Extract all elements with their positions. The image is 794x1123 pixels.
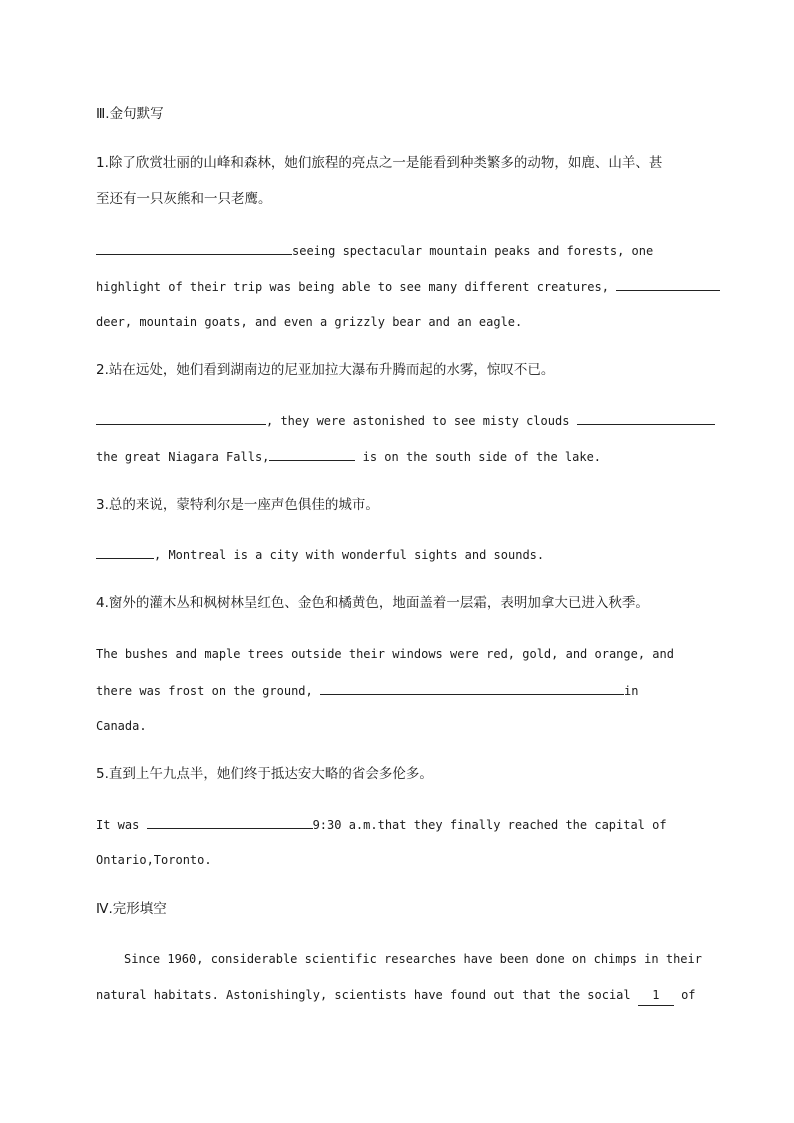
answer-blank[interactable] [320, 680, 624, 695]
item-text: 窗外的灌木丛和枫树林呈红色、金色和橘黄色，地面盖着一层霜，表明加拿大已进入秋季。 [108, 595, 649, 611]
english-text: , Montreal is a city with wonderful sights and sounds. [154, 548, 545, 562]
cloze-paragraph-line1: Since 1960, considerable scientific researches have been done on chimps in their [124, 952, 702, 966]
english-text: , they were astonished to see misty clouds [266, 414, 577, 428]
item-1-english-line2 [96, 276, 720, 297]
english-text: in [623, 684, 639, 698]
answer-blank[interactable] [96, 240, 292, 255]
item-number: 5. [96, 766, 109, 782]
item-4-english-line2 [96, 680, 638, 701]
item-2-english-line2 [96, 446, 601, 467]
item-5-english-line1 [96, 814, 667, 835]
item-2-chinese [96, 360, 554, 380]
answer-blank[interactable] [96, 544, 154, 559]
section-heading: Ⅲ.金句默写 [96, 106, 164, 122]
item-4-english-line3: Canada. [96, 719, 147, 733]
english-text: there was frost on the ground, [96, 684, 320, 698]
answer-blank[interactable] [616, 276, 720, 291]
item-number: 4. [96, 595, 109, 611]
item-3-chinese [96, 495, 379, 515]
item-1-chinese [96, 153, 662, 173]
item-4-chinese [96, 593, 649, 613]
item-2-english-line1 [96, 410, 715, 431]
answer-blank[interactable] [96, 410, 266, 425]
cloze-blank-1[interactable]: 1 [638, 985, 674, 1006]
item-1-chinese-cont: 至还有一只灰熊和一只老鹰。 [96, 191, 272, 207]
item-text: 总的来说，蒙特利尔是一座声色俱佳的城市。 [108, 497, 379, 513]
english-text: natural habitats. Astonishingly, scientists have found out that the social [96, 988, 638, 1002]
item-text: 站在远处，她们看到湖南边的尼亚加拉大瀑布升腾而起的水雾，惊叹不已。 [108, 362, 555, 378]
item-5-chinese [96, 764, 433, 784]
item-text: 除了欣赏壮丽的山峰和森林，她们旅程的亮点之一是能看到种类繁多的动物，如鹿、山羊、甚 [108, 155, 663, 171]
item-5-english-line2: Ontario,Toronto. [96, 853, 212, 867]
answer-blank[interactable] [269, 446, 355, 461]
english-text: It was [96, 818, 147, 832]
english-text: seeing spectacular mountain peaks and forests, one [292, 244, 654, 258]
item-number: 3. [96, 497, 109, 513]
cloze-paragraph-line2 [96, 985, 696, 1006]
english-text: highlight of their trip was being able to see many different creatures, [96, 280, 617, 294]
english-text: the great Niagara Falls, [96, 450, 270, 464]
english-text: of [673, 988, 696, 1002]
item-text: 直到上午九点半，她们终于抵达安大略的省会多伦多。 [108, 766, 433, 782]
item-1-english-line1 [96, 240, 653, 261]
item-4-english-line1: The bushes and maple trees outside their windows were red, gold, and orange, and [96, 647, 674, 661]
item-number: 1. [96, 155, 109, 171]
english-text: 9:30 a.m.that they finally reached the capital of [312, 818, 667, 832]
answer-blank[interactable] [577, 410, 715, 425]
item-number: 2. [96, 362, 109, 378]
item-1-english-line3: deer, mountain goats, and even a grizzly bear and an eagle. [96, 315, 523, 329]
section-heading: Ⅳ.完形填空 [96, 901, 167, 917]
english-text: is on the south side of the lake. [355, 450, 602, 464]
item-3-english-line1 [96, 544, 544, 565]
answer-blank[interactable] [147, 814, 313, 829]
